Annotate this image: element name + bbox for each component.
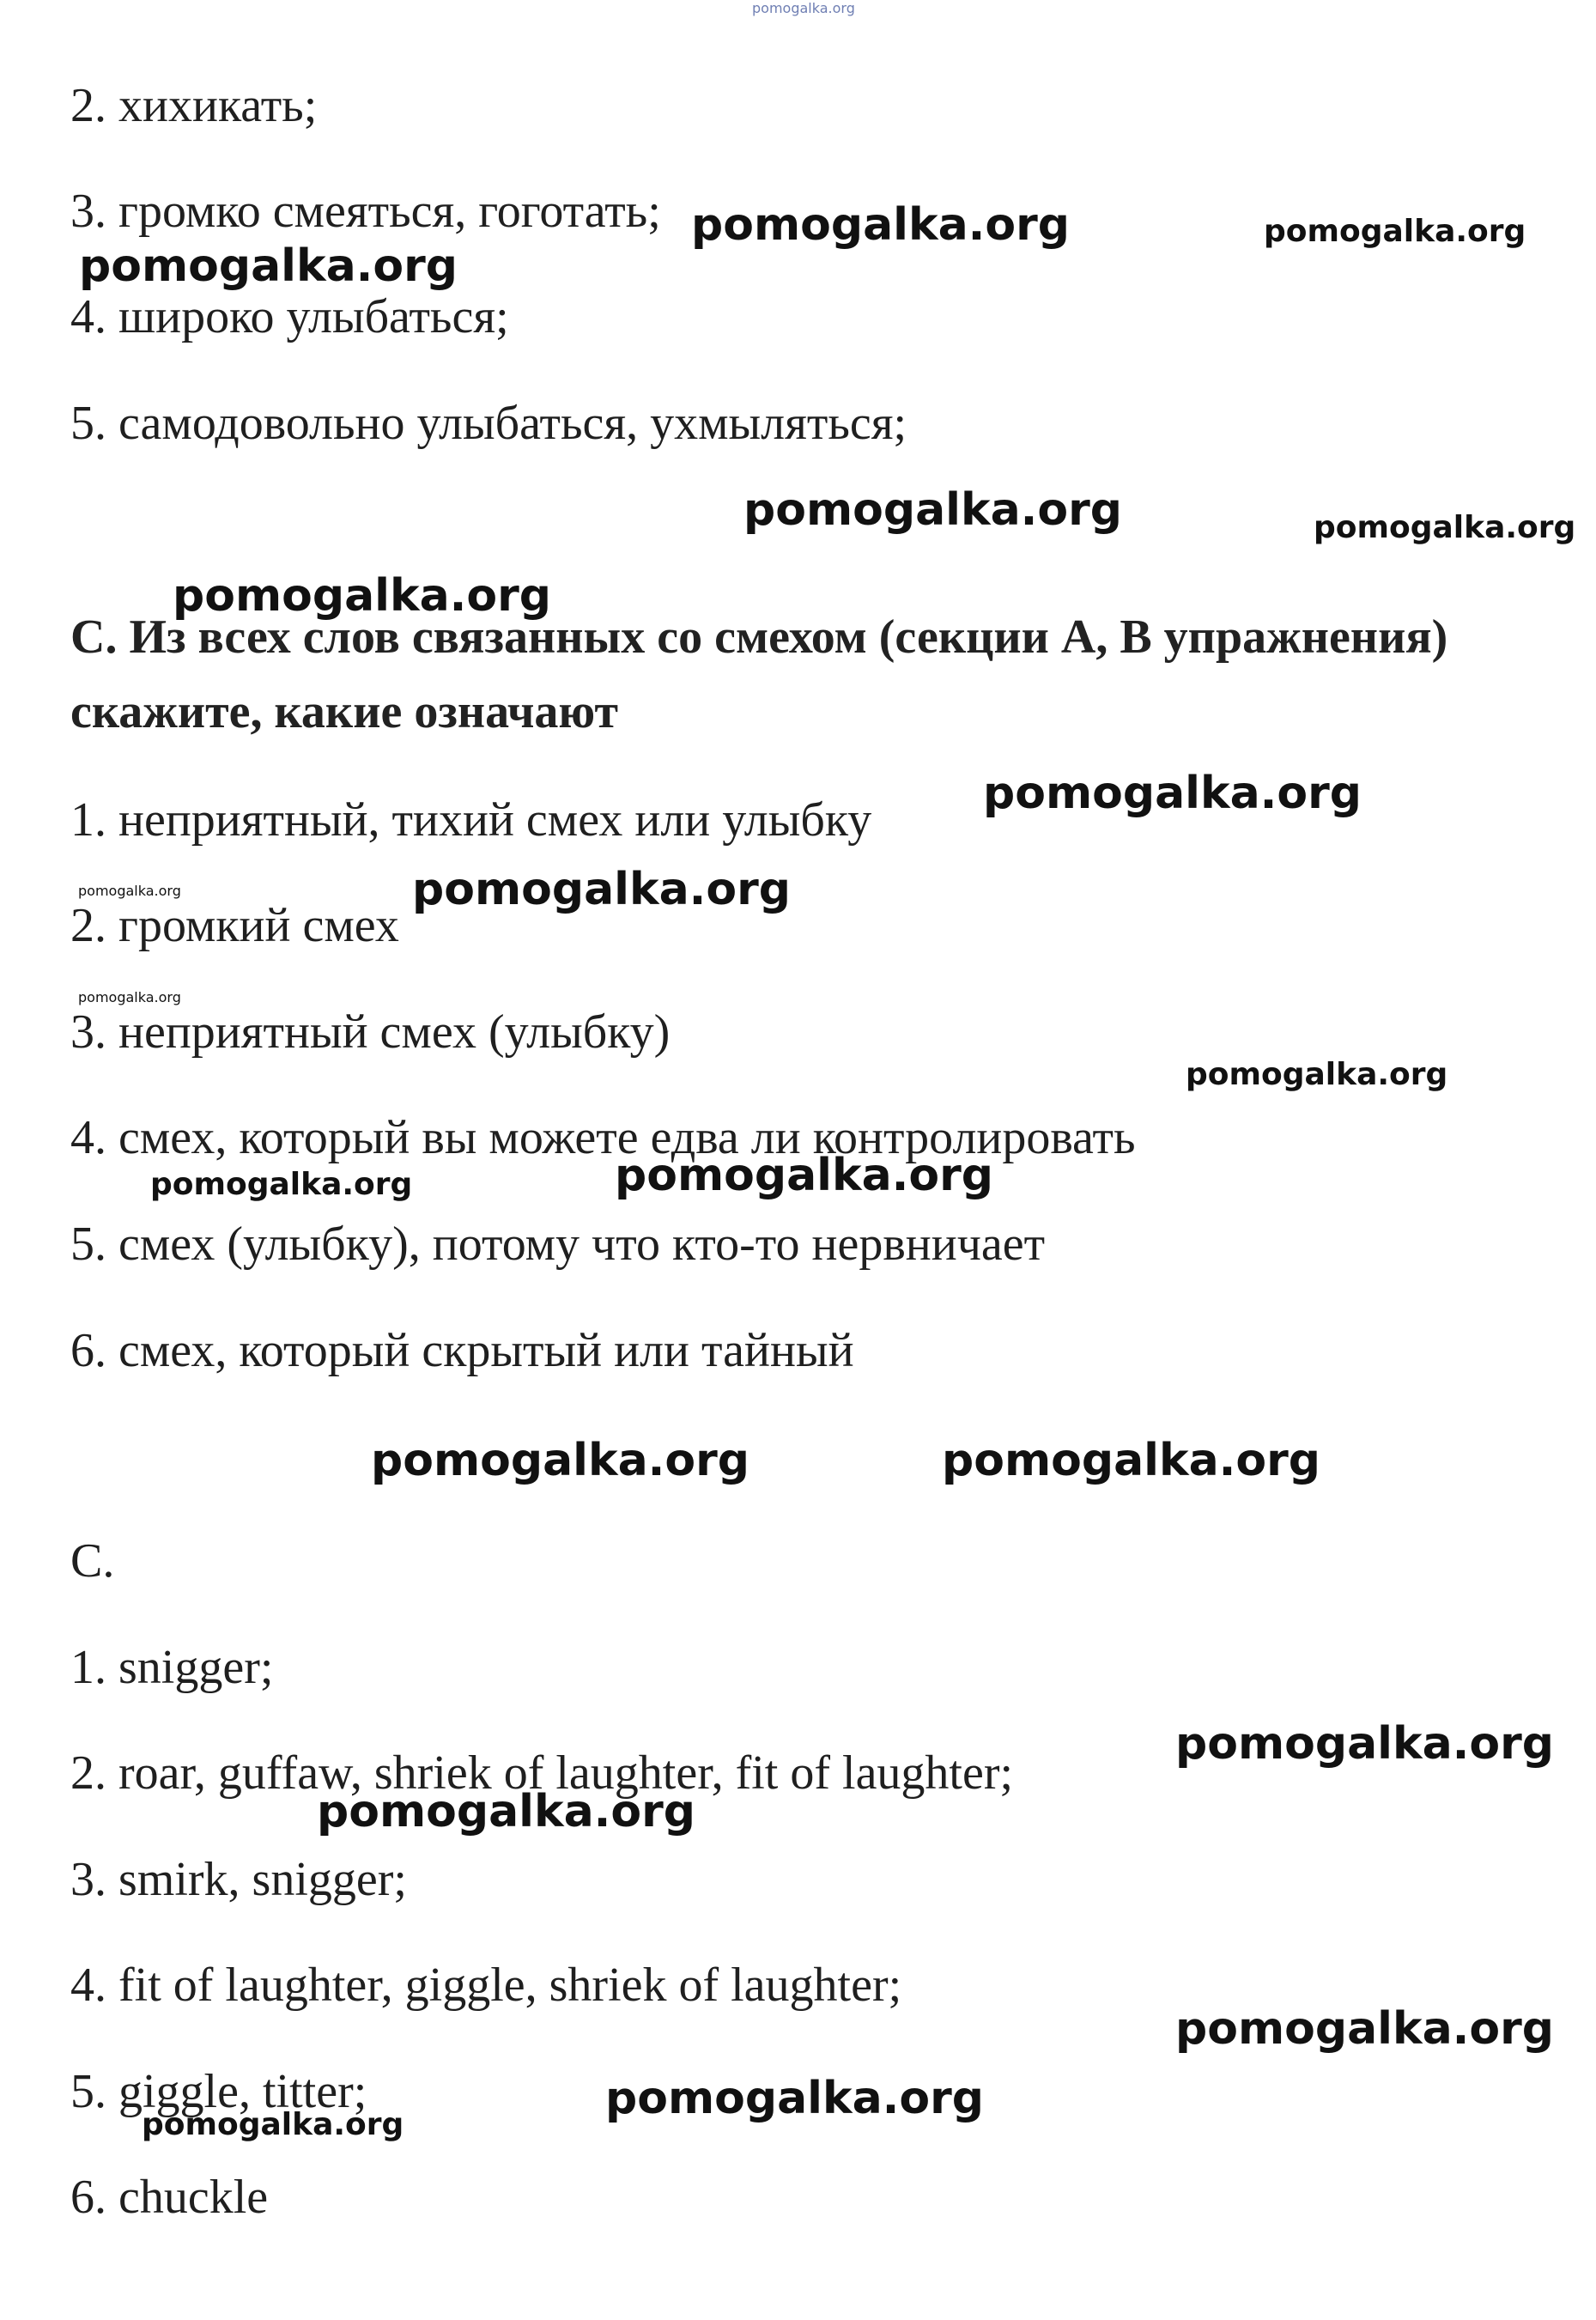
watermark: pomogalka.org bbox=[78, 883, 181, 899]
answer-item: 2. roar, guffaw, shriek of laughter, fit of laughter; bbox=[70, 1746, 1014, 1800]
answer-item: 6. chuckle bbox=[70, 2171, 269, 2224]
list-item: 4. широко улыбаться; bbox=[70, 290, 509, 343]
list-item: 1. неприятный, тихий смех или улыбку bbox=[70, 793, 872, 847]
list-item: 2. хихикать; bbox=[70, 79, 318, 132]
watermark: pomogalka.org bbox=[1175, 1718, 1555, 1770]
list-item: 3. неприятный смех (улыбку) bbox=[70, 1005, 671, 1059]
watermark: pomogalka.org bbox=[691, 199, 1071, 251]
answer-item: 5. giggle, titter; bbox=[70, 2065, 367, 2118]
list-item: 5. самодовольно улыбаться, ухмыляться; bbox=[70, 397, 907, 450]
watermark: pomogalka.org bbox=[743, 484, 1123, 536]
list-item: 2. громкий смех bbox=[70, 899, 399, 952]
watermark: pomogalka.org bbox=[1186, 1057, 1448, 1092]
watermark: pomogalka.org bbox=[371, 1435, 750, 1486]
list-item: 6. смех, который скрытый или тайный bbox=[70, 1324, 854, 1377]
watermark: pomogalka.org bbox=[615, 1150, 994, 1201]
answer-item: 4. fit of laughter, giggle, shriek of laughter; bbox=[70, 1959, 902, 2012]
watermark: pomogalka.org bbox=[942, 1435, 1321, 1486]
answer-item: 3. smirk, snigger; bbox=[70, 1853, 407, 1906]
watermark: pomogalka.org bbox=[150, 1167, 413, 1202]
watermark: pomogalka.org bbox=[1264, 214, 1526, 249]
answer-item: 1. snigger; bbox=[70, 1641, 274, 1694]
list-item: 5. смех (улыбку), потому что кто-то нервничает bbox=[70, 1218, 1046, 1271]
watermark: pomogalka.org bbox=[412, 864, 792, 915]
watermark: pomogalka.org bbox=[142, 2107, 404, 2142]
watermark: pomogalka.org bbox=[317, 1786, 696, 1837]
watermark-top: pomogalka.org bbox=[752, 0, 855, 16]
watermark: pomogalka.org bbox=[78, 989, 181, 1005]
section-heading-line1: C. Из всех слов связанных со смехом (секции A, B упражнения) bbox=[70, 610, 1448, 664]
watermark: pomogalka.org bbox=[605, 2073, 985, 2124]
list-item: 4. смех, который вы можете едва ли контролировать bbox=[70, 1111, 1136, 1164]
watermark: pomogalka.org bbox=[983, 768, 1362, 819]
answers-label: C. bbox=[70, 1534, 115, 1588]
section-heading-line2: скажите, какие означают bbox=[70, 685, 618, 738]
watermark: pomogalka.org bbox=[79, 240, 458, 292]
watermark: pomogalka.org bbox=[1175, 2003, 1555, 2055]
watermark: pomogalka.org bbox=[173, 570, 552, 622]
watermark: pomogalka.org bbox=[1314, 510, 1576, 545]
list-item: 3. громко смеяться, гоготать; bbox=[70, 185, 661, 238]
